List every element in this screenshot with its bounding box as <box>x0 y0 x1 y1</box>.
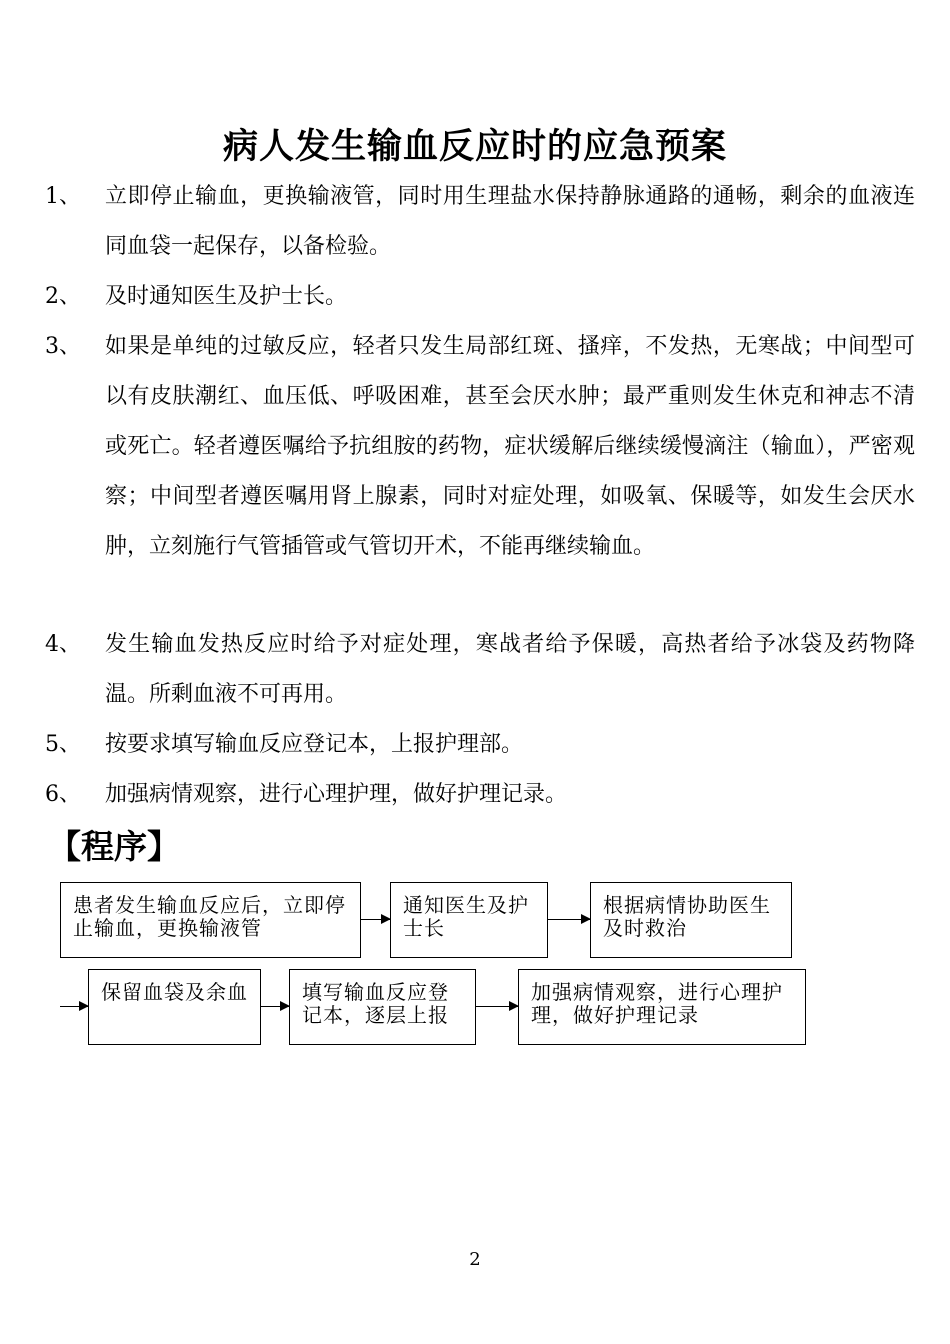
item-text: 如果是单纯的过敏反应，轻者只发生局部红斑、搔痒，不发热，无寒战；中间型可以有皮肤潮红、血压低、呼吸困难，甚至会厌水肿；最严重则发生休克和神志不清或死亡。轻者遵医嘱给予抗组胺的药物，症状缓解后继续缓慢滴注（输血），严密观察；中间型者遵医嘱用肾上腺素，同时对症处理，如吸氧、保暖等，如发生会厌水肿，立刻施行气管插管或气管切开术，不能再继续输血。 <box>105 334 915 559</box>
flow-arrow <box>476 1006 518 1007</box>
document-title: 病人发生输血反应时的应急预案 <box>222 127 727 167</box>
flow-step-4: 保留血袋及余血 <box>88 969 261 1045</box>
item-number: 5、 <box>45 732 81 757</box>
flow-step-5: 填写输血反应登记本，逐层上报 <box>289 969 476 1045</box>
item-number: 4、 <box>45 632 81 657</box>
page-number: 2 <box>469 1249 481 1270</box>
item-text: 加强病情观察，进行心理护理，做好护理记录。 <box>105 782 568 807</box>
item-text: 发生输血发热反应时给予对症处理，寒战者给予保暖，高热者给予冰袋及药物降温。所剩血液不可再用。 <box>105 632 915 707</box>
flow-arrow <box>548 919 590 920</box>
item-text: 按要求填写输血反应登记本，上报护理部。 <box>105 732 524 757</box>
flow-arrow <box>60 1006 88 1007</box>
item-number: 6、 <box>45 782 81 807</box>
flow-step-6: 加强病情观察，进行心理护理，做好护理记录 <box>518 969 806 1045</box>
flow-arrow <box>261 1006 289 1007</box>
item-text: 及时通知医生及护士长。 <box>105 284 348 309</box>
item-text: 立即停止输血，更换输液管，同时用生理盐水保持静脉通路的通畅，剩余的血液连同血袋一起保存，以备检验。 <box>105 184 915 259</box>
flow-step-2: 通知医生及护士长 <box>390 882 548 958</box>
item-number: 1、 <box>45 184 81 209</box>
procedure-heading: 【程序】 <box>48 827 180 866</box>
item-number: 2、 <box>45 284 81 309</box>
flow-arrow <box>361 919 390 920</box>
flow-step-3: 根据病情协助医生及时救治 <box>590 882 792 958</box>
flow-step-1: 患者发生输血反应后，立即停止输血，更换输液管 <box>60 882 361 958</box>
item-number: 3、 <box>45 334 81 359</box>
